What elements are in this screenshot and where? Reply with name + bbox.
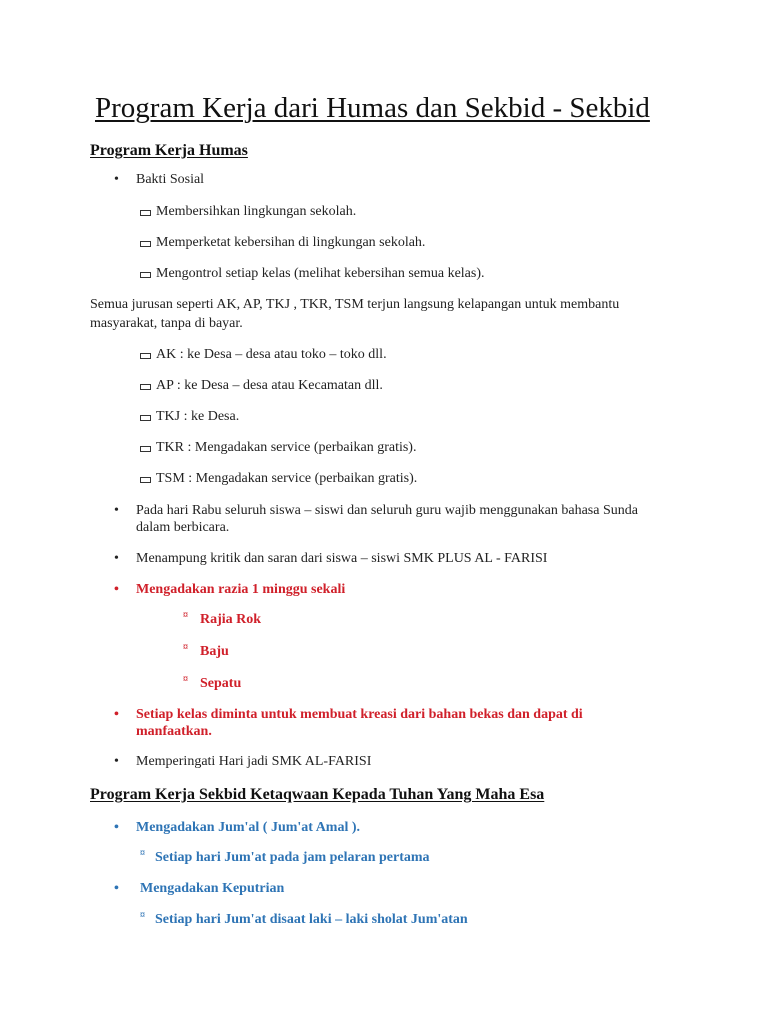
square-bullet-icon: ¤ — [183, 674, 188, 685]
bullet-icon: • — [114, 582, 119, 597]
square-bullet-icon — [140, 415, 151, 421]
bakti-sosial-label: Bakti Sosial — [136, 172, 205, 187]
square-bullet-icon — [140, 446, 151, 452]
square-bullet-icon — [140, 353, 151, 359]
list-item: Mengontrol setiap kelas (melihat kebersihan semua kelas). — [140, 266, 485, 282]
square-bullet-icon — [140, 477, 151, 483]
section-heading-sekbid: Program Kerja Sekbid Ketaqwaan Kepada Tuhan Yang Maha Esa — [90, 786, 545, 803]
bullet-icon: • — [114, 551, 119, 566]
list-item-text: Sepatu — [200, 676, 242, 691]
square-bullet-icon: ¤ — [140, 848, 145, 859]
list-item-text: Mengadakan Keputrian — [140, 881, 285, 896]
bullet-icon: • — [114, 707, 119, 722]
list-item-text: Setiap kelas diminta untuk membuat kreasi dari bahan bekas dan dapat di — [136, 707, 583, 722]
square-bullet-icon — [140, 210, 151, 216]
list-item-text: manfaatkan. — [136, 724, 212, 739]
section-heading-humas: Program Kerja Humas — [90, 142, 248, 159]
list-item: TKJ : ke Desa. — [140, 409, 239, 425]
square-bullet-icon — [140, 272, 151, 278]
square-bullet-icon — [140, 241, 151, 247]
square-bullet-icon: ¤ — [140, 910, 145, 921]
list-item-text: Mengadakan Jum'al ( Jum'at Amal ). — [136, 820, 361, 835]
list-item: AP : ke Desa – desa atau Kecamatan dll. — [140, 378, 383, 394]
list-item: Membersihkan lingkungan sekolah. — [140, 204, 356, 220]
bullet-icon: • — [114, 754, 119, 769]
square-bullet-icon: ¤ — [183, 610, 188, 621]
paragraph-line: masyarakat, tanpa di bayar. — [90, 316, 243, 331]
bullet-icon: • — [114, 503, 119, 518]
list-item-text: Mengadakan razia 1 minggu sekali — [136, 582, 346, 597]
list-item-text: Setiap hari Jum'at disaat laki – laki sholat Jum'atan — [155, 912, 468, 927]
list-item-text: Pada hari Rabu seluruh siswa – siswi dan seluruh guru wajib menggunakan bahasa Sunda — [136, 503, 638, 518]
list-item: AK : ke Desa – desa atau toko – toko dll. — [140, 347, 387, 363]
list-item-text: Memperingati Hari jadi SMK AL-FARISI — [136, 754, 372, 769]
list-item: TSM : Mengadakan service (perbaikan gratis). — [140, 471, 417, 487]
bullet-icon: • — [114, 172, 119, 187]
bullet-icon: • — [114, 820, 119, 835]
square-bullet-icon: ¤ — [183, 642, 188, 653]
list-item-text: dalam berbicara. — [136, 520, 230, 535]
paragraph-line: Semua jurusan seperti AK, AP, TKJ , TKR, TSM terjun langsung kelapangan untuk membantu — [90, 297, 620, 312]
square-bullet-icon — [140, 384, 151, 390]
list-item-text: Setiap hari Jum'at pada jam pelaran pertama — [155, 850, 430, 865]
list-item: Memperketat kebersihan di lingkungan sekolah. — [140, 235, 425, 251]
list-item-text: Baju — [200, 644, 229, 659]
list-item: TKR : Mengadakan service (perbaikan gratis). — [140, 440, 416, 456]
bullet-icon: • — [114, 881, 119, 896]
list-item-text: Menampung kritik dan saran dari siswa – siswi SMK PLUS AL - FARISI — [136, 551, 548, 566]
list-item-text: Rajia Rok — [200, 612, 262, 627]
page-title: Program Kerja dari Humas dan Sekbid - Sekbid — [95, 92, 650, 124]
